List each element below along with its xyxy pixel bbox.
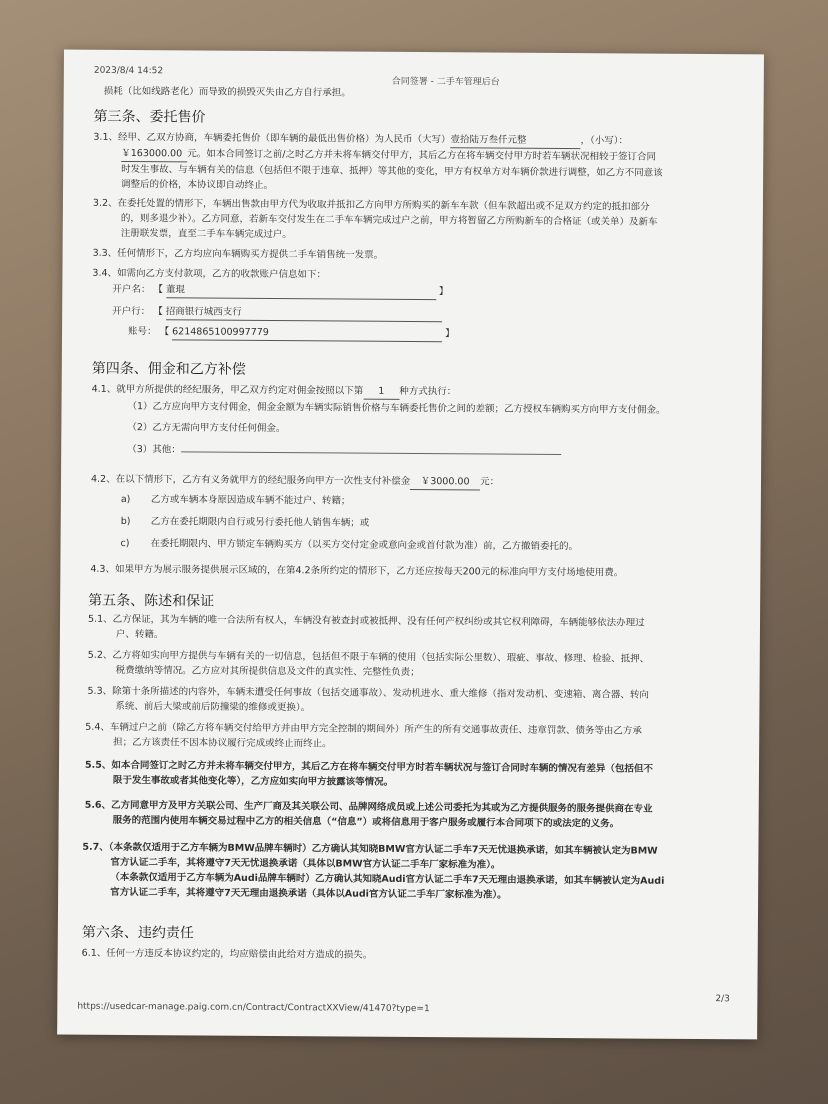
clause-number: 3.2、 bbox=[92, 197, 118, 209]
clause-text: 时发生事故、与车辆有关的信息（包括但不限于违章、抵押）等其他的变化，甲方有权单方对车辆价款进行调整，如乙方不同意该 bbox=[121, 163, 663, 179]
clause-6-1: 6.1、任何一方违反本协议约定的，均应赔偿由此给对方造成的损失。 bbox=[81, 947, 373, 961]
clause-4-3 bbox=[90, 562, 623, 581]
clause-4-2 bbox=[91, 472, 499, 491]
clause-text: 注册联发票，直至二手车车辆完成过户。 bbox=[120, 227, 292, 241]
other-blank bbox=[181, 451, 561, 455]
clause-number: 6.1、 bbox=[81, 947, 107, 959]
intro-line: 损耗（比如线路老化）而导致的损毁灭失由乙方自行承担。 bbox=[103, 85, 351, 99]
clause-text: 的，则多退少补）。乙方同意，若新车交付发生在二手车车辆完成过户之前，甲方将暂留乙方所购新车的合格证（或关单）及新车 bbox=[120, 212, 658, 228]
clause-number: 3.1、 bbox=[93, 131, 119, 143]
clause-text: 就甲方所提供的经纪服务，甲乙双方约定对佣金按照以下第 bbox=[116, 383, 364, 397]
footer-url: https://usedcar-manage.paig.com.cn/Contract/ContractXXView/41470?type=1 bbox=[77, 1001, 430, 1015]
print-title: 合同签署 - 二手车管理后台 bbox=[391, 76, 500, 88]
clause-number: 4.1、 bbox=[91, 383, 117, 395]
clause-number: 5.3、 bbox=[87, 685, 113, 697]
clause-number: 5.4、 bbox=[85, 721, 110, 733]
commission-option-1: （1）乙方应向甲方支付佣金，佣金金额为车辆实际销售价格与车辆委托售价之间的差额；乙方授权车辆购买方向甲方支付佣金。 bbox=[127, 401, 666, 416]
account-number-row: 账号： 【 6214865100997779 】 bbox=[128, 324, 488, 343]
clause-text: ，（小写）： bbox=[580, 135, 629, 147]
account-number-value: 6214865100997779 bbox=[172, 324, 442, 342]
section-3-title: 第三条、委托售价 bbox=[93, 108, 206, 126]
clause-number: 4.3、 bbox=[90, 563, 116, 575]
clause-3-4 bbox=[92, 266, 326, 283]
clause-number: 3.4、 bbox=[92, 267, 118, 279]
clause-text: 如需向乙方支付款项，乙方的收款账户信息如下： bbox=[117, 267, 327, 281]
clause-text: 经甲、乙双方协商，车辆委托售价（即车辆的最低出售价格）为人民币（大写） bbox=[117, 131, 451, 146]
clause-text: 在委托处置的情形下，车辆出售款由甲方代为收取并抵扣乙方向甲方所购买的新车车款（但车款超出或不足双方约定的抵扣部分 bbox=[117, 197, 650, 213]
clause-text: 种方式执行： bbox=[399, 385, 457, 398]
clause-5-5: 5.5、如本合同签订之时乙方并未将车辆交付甲方，其后乙方在将车辆交付甲方时若车辆状况与签订合同时车辆的情况有差异（包括但不 限于发生事故或者其他变化等），乙方应如实向甲方披露该等情况。 bbox=[84, 759, 653, 788]
clause-text: 在以下情形下，乙方有义务就甲方的经纪服务向甲方一次性支付补偿金 bbox=[115, 473, 411, 487]
account-bank-row: 开户行： 【 招商银行城西支行 bbox=[112, 304, 472, 323]
account-name-row: 开户名： 【 董琨 】 bbox=[112, 282, 472, 301]
clause-5-1: 5.1、乙方保证，其为车辆的唯一合法所有权人，车辆没有被查封或被抵押、没有任何产权纠纷或其它权利障碍，车辆能够依法办理过 户、转籍。 bbox=[87, 613, 645, 641]
clause-text: 任何情形下，乙方均应向车辆购买方提供二手车销售统一发票。 bbox=[117, 247, 384, 261]
clause-number: 4.2、 bbox=[90, 473, 116, 485]
account-name-value: 董琨 bbox=[166, 282, 436, 300]
account-bank-label: 开户行： bbox=[112, 305, 151, 318]
page-number: 2/3 bbox=[715, 994, 730, 1005]
clause-3-3 bbox=[93, 246, 384, 263]
clause-text: 元。如本合同签订之前/之时乙方并未将车辆交付甲方，其后乙方在将车辆交付甲方时若车辆状况相较于签订合同 bbox=[187, 148, 657, 163]
clause-number: 5.2、 bbox=[87, 649, 113, 661]
account-number-label: 账号： bbox=[128, 326, 157, 338]
clause-text: 元： bbox=[480, 476, 500, 488]
clause-number: 5.7、 bbox=[82, 841, 109, 853]
commission-option-3: （3）其他： bbox=[127, 442, 561, 460]
clause-5-2: 5.2、乙方将如实向甲方提供与车辆有关的一切信息，包括但不限于车辆的使用（包括实际公里数）、瑕疵、事故、修理、检验、抵押、 税费缴纳等情况。乙方应对其所提供信息及文件的真实性、完整性负责； bbox=[87, 649, 650, 679]
contract-page bbox=[57, 50, 764, 1040]
clause-5-6: 5.6、乙方同意甲方及甲方关联公司、生产厂商及其关联公司、品牌网络成员或上述公司委托为其或为乙方提供服务的服务提供商在专业 服务的范围内使用车辆交易过程中乙方的相关信息（“信息”）或将信息用于客户服务或履行本合同项下的或法定的义务。 bbox=[84, 799, 653, 830]
clause-text: 如果甲方为展示服务提供展示区域的，在第4.2条所约定的情形下，乙方还应按每天200元的标准向甲方支付场地使用费。 bbox=[114, 563, 624, 579]
clause-number: 3.3、 bbox=[92, 247, 118, 259]
commission-option-2: （2）乙方无需向甲方支付任何佣金。 bbox=[127, 422, 286, 435]
section-4-title: 第四条、佣金和乙方补偿 bbox=[91, 360, 246, 378]
compensation-item-a: a) 乙方或车辆本身原因造成车辆不能过户、转籍； bbox=[120, 493, 351, 507]
clause-5-7: 5.7、（本条款仅适用于乙方车辆为BMW品牌车辆时）乙方确认其知晓BMW官方认证二手车7天无忧退换承诺，如其车辆被认定为BMW 官方认证二手车，其将遵守7天无忧退换承诺（具体以BMW官方认证二手车厂家标准为准）。 （本条款仅适用于乙方车辆为Audi品牌车辆时）乙方确认其知晓Audi官方认证二手车7天无理由退换承诺，如其车辆被认定为Audi 官方认证二手车，其将遵守7天无理由退换承诺（具体以Audi官方认证二手车厂家标准为准）。 bbox=[82, 841, 665, 901]
clause-3-1 bbox=[93, 130, 743, 197]
compensation-item-b: b) 乙方在委托期限内自行或另行委托他人销售车辆；或 bbox=[120, 515, 370, 529]
clause-number: 5.6、 bbox=[84, 799, 112, 811]
clause-number: 5.1、 bbox=[87, 613, 113, 625]
clause-text: 调整后的价格，本协议即自动终止。 bbox=[121, 178, 274, 192]
clause-4-1 bbox=[92, 382, 457, 401]
clause-3-2 bbox=[93, 196, 743, 246]
compensation-item-c: c) 在委托期限内、甲方锁定车辆购买方（以买方交付定金或意向金或首付款为准）前，乙方撤销委托的。 bbox=[120, 537, 579, 553]
account-name-label: 开户名： bbox=[112, 283, 151, 296]
clause-5-3: 5.3、除第十条所描述的内容外，车辆未遭受任何事故（包括交通事故）、发动机进水、重大维修（指对发动机、变速箱、离合器、转向 系统、前后大梁或前后防撞梁的维修或更换）。 bbox=[87, 685, 649, 714]
price-lower-value: ￥163000.00 bbox=[121, 146, 187, 162]
commission-option-value: 1 bbox=[363, 384, 399, 400]
price-upper-value: 壹拾陆万叁仟元整 bbox=[450, 132, 580, 149]
clause-5-4: 5.4、车辆过户之前（除乙方将车辆交付给甲方并由甲方完全控制的期间外）所产生的所有交通事故责任、违章罚款、债务等由乙方承 担；乙方该责任不因本协议履行完成或终止而终止。 bbox=[85, 721, 642, 750]
compensation-amount: ￥3000.00 bbox=[410, 474, 480, 490]
print-datetime: 2023/8/4 14:52 bbox=[93, 65, 164, 77]
section-5-title: 第五条、陈述和保证 bbox=[88, 592, 215, 610]
account-bank-value: 招商银行城西支行 bbox=[166, 304, 442, 322]
section-6-title: 第六条、违约责任 bbox=[81, 924, 194, 942]
clause-number: 5.5、 bbox=[84, 759, 112, 771]
